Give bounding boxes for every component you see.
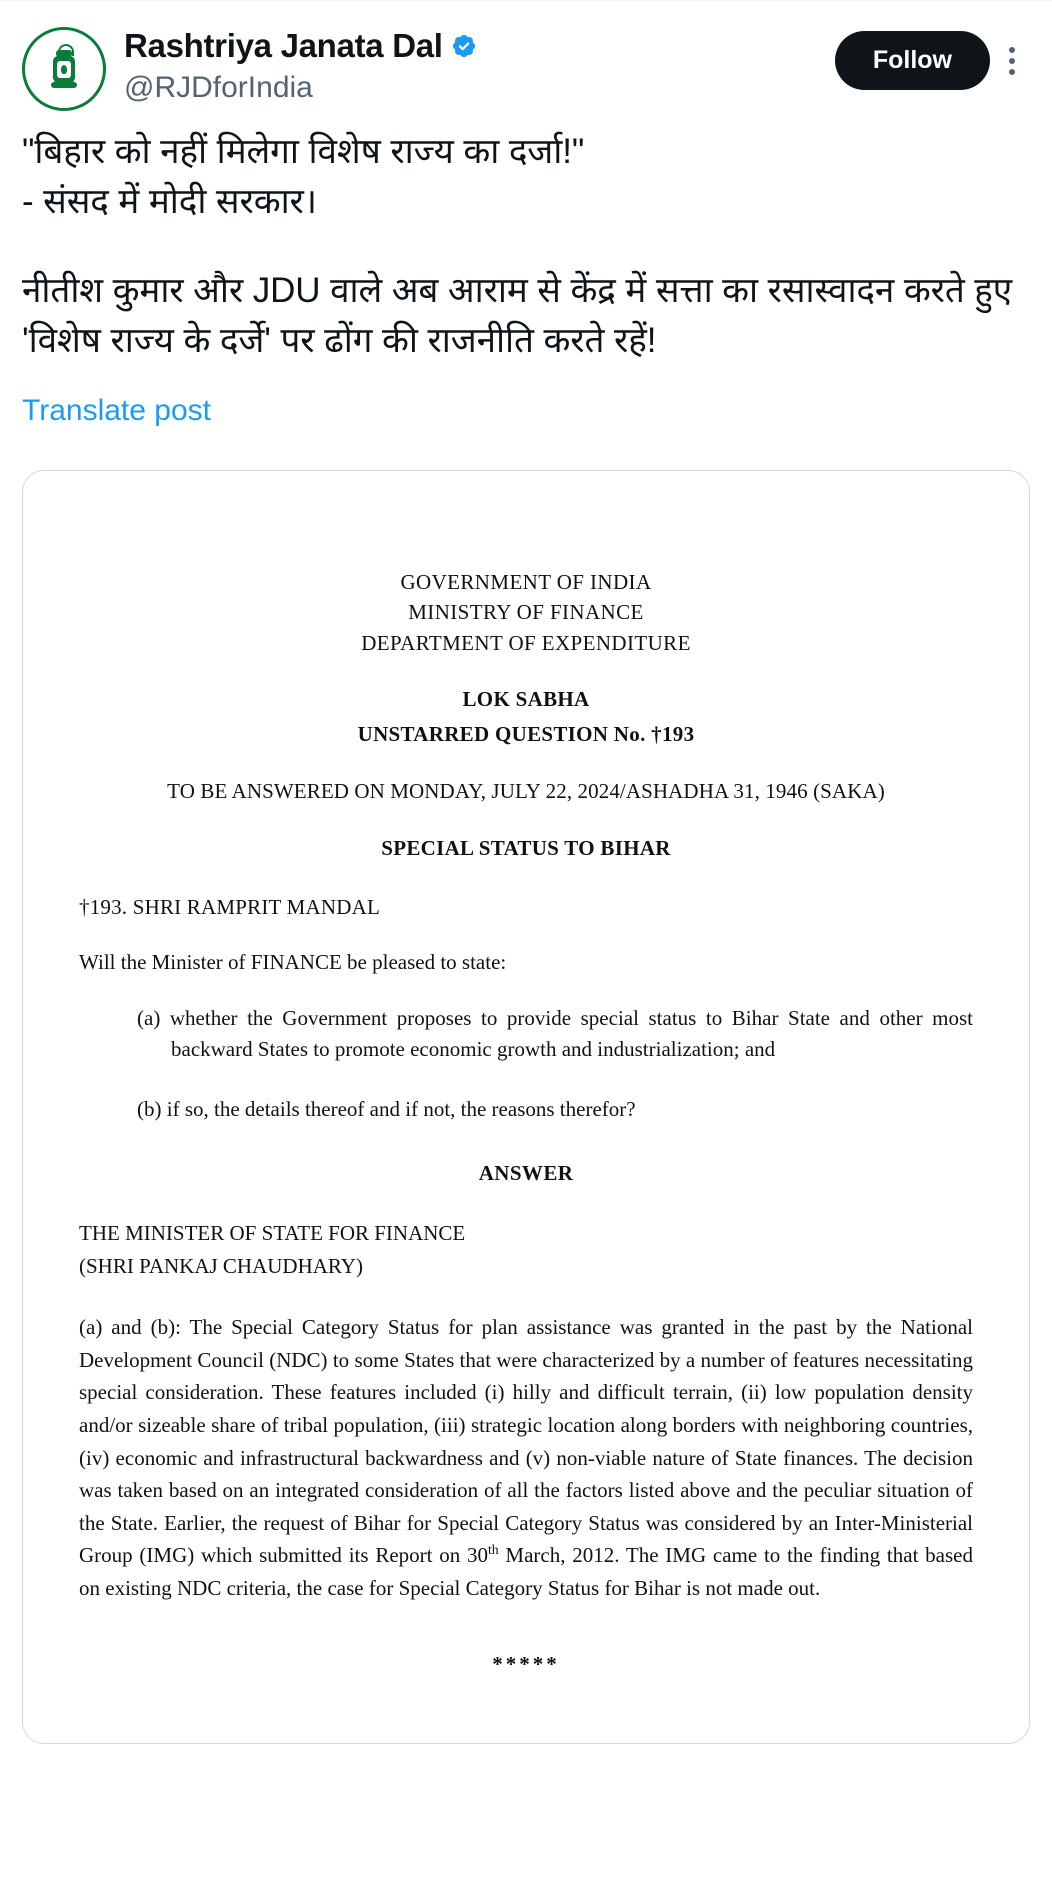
doc-answer-part-2: March, 2012. The IMG came to the finding that based on existing NDC criteria, the case for Special Category Status for Bihar is not made out.: [79, 1543, 973, 1600]
doc-question-b: (b) if so, the details thereof and if not, the reasons therefor?: [137, 1096, 636, 1121]
doc-answer-heading: ANSWER: [478, 1161, 574, 1186]
display-name[interactable]: Rashtriya Janata Dal: [124, 27, 443, 64]
doc-answer-date: TO BE ANSWERED ON MONDAY, JULY 22, 2024/ASHADHA 31, 1946 (SAKA): [167, 778, 885, 803]
doc-question-a: (a) whether the Government proposes to provide special status to Bihar State and other most backward States to promote economic growth and industrialization; and: [137, 1005, 973, 1062]
doc-question-ref: UNSTARRED QUESTION No. †193: [357, 721, 695, 746]
verified-badge-icon: [451, 33, 477, 59]
doc-org-line-2: MINISTRY OF FINANCE: [408, 600, 644, 625]
doc-org-line-3: DEPARTMENT OF EXPENDITURE: [361, 630, 691, 655]
doc-answer-part-1: (a) and (b): The Special Category Status for plan assistance was granted in the past by the National Development Council (NDC) to some States that were characterized by a number of features necessitating special consideration. These features included (i) hilly and difficult terrain, (ii) low population density and/or sizeable share of tribal population, (iii) strategic location along borders with neighboring countries, (iv) economic and infrastructural backwardness and (v) non-viable nature of State finances. The decision was taken based on an integrated consideration of all the factors listed above and the peculiar situation of the State. Earlier, the request of Bihar for Special Category Status was considered by an Inter-Ministerial Group (IMG) which submitted its Report on 30: [79, 1315, 973, 1568]
doc-house: LOK SABHA: [462, 687, 590, 712]
tweet-text: [0, 111, 1052, 366]
doc-answer-paragraph: [79, 1311, 973, 1604]
doc-minister-line-1: THE MINISTER OF STATE FOR FINANCE: [79, 1221, 466, 1246]
more-options-icon[interactable]: [994, 35, 1030, 87]
display-name-row: [124, 27, 835, 65]
doc-answer-ordinal: th: [488, 1542, 499, 1558]
document-image: [23, 471, 1029, 1743]
doc-subject: SPECIAL STATUS TO BIHAR: [381, 835, 671, 860]
tweet-header: [0, 7, 1052, 111]
account-handle[interactable]: @RJDforIndia: [124, 70, 313, 104]
account-name-block: [124, 25, 835, 106]
follow-button[interactable]: Follow: [835, 31, 990, 90]
translate-post-link[interactable]: Translate post: [22, 393, 211, 427]
paragraph-gap: [22, 226, 1030, 266]
doc-asked-by: †193. SHRI RAMPRIT MANDAL: [79, 894, 380, 919]
tweet-line-1: "बिहार को नहीं मिलेगा विशेष राज्य का दर्जा!": [22, 132, 585, 171]
doc-lead-in: Will the Minister of FINANCE be pleased to state:: [79, 949, 507, 974]
avatar[interactable]: [22, 27, 106, 111]
doc-footer-marks: *****: [492, 1652, 560, 1677]
doc-minister-line-2: (SHRI PANKAJ CHAUDHARY): [79, 1253, 363, 1278]
tweet-line-2: - संसद में मोदी सरकार।: [22, 181, 317, 221]
tweet-line-3: नीतीश कुमार और JDU वाले अब आराम से केंद्र में सत्ता का रसास्वादन करते हुए 'विशेष राज्य के दर्जे' पर ढोंग की राजनीति करते रहें!: [22, 271, 1013, 361]
doc-org-line-1: GOVERNMENT OF INDIA: [400, 569, 652, 594]
attached-document-card[interactable]: [22, 470, 1030, 1744]
lantern-logo-icon: [47, 44, 81, 94]
top-divider: [0, 0, 1052, 7]
